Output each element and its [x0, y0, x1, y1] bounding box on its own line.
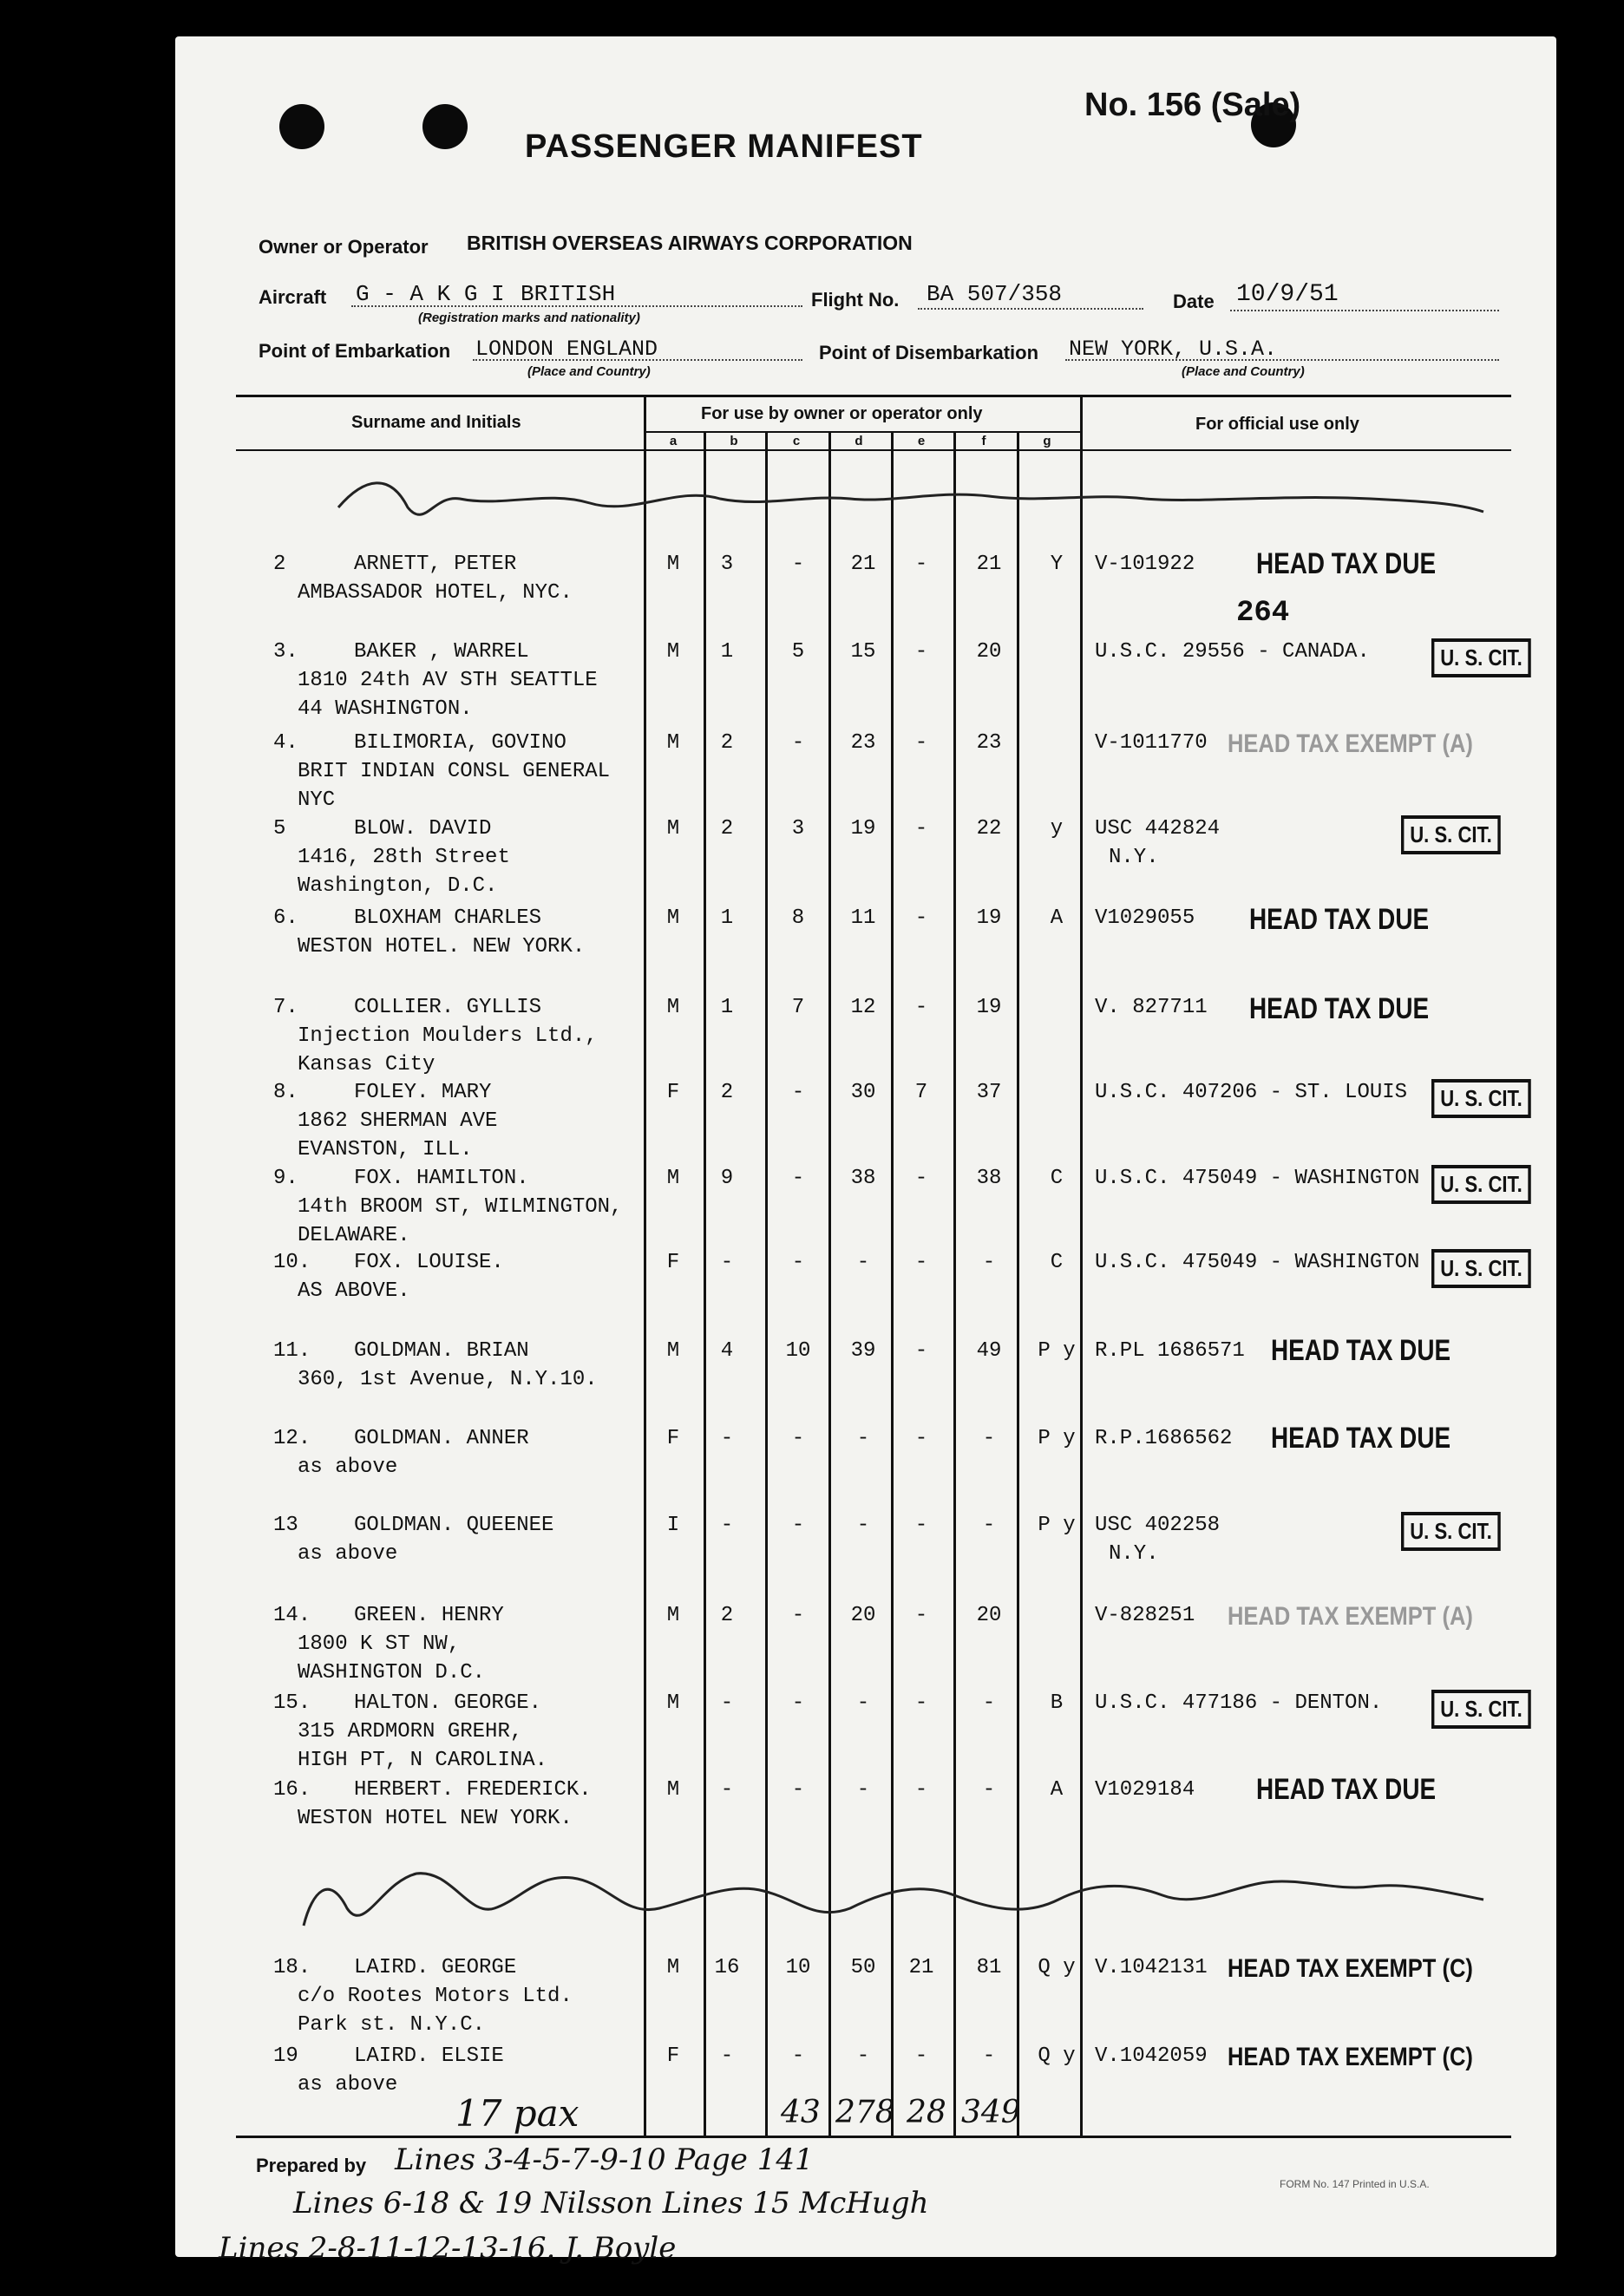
head-tax-exempt-stamp: HEAD TAX EXEMPT (A): [1228, 729, 1473, 758]
row-number: 15.: [273, 1691, 311, 1715]
cell-f: 22: [976, 817, 1002, 841]
cell-d: -: [856, 1778, 870, 1802]
cell-g: B: [1050, 1691, 1064, 1715]
row-number: 4.: [273, 731, 298, 755]
passenger-address: BRIT INDIAN CONSL GENERAL: [298, 760, 611, 783]
form-number: No. 156 (Sale): [1084, 87, 1301, 123]
punch-hole: [422, 104, 468, 149]
total-c: 43: [781, 2095, 821, 2130]
official-reference: U.S.C. 475049 - WASHINGTON: [1095, 1167, 1420, 1190]
official-reference-2: N.Y.: [1109, 1542, 1159, 1566]
us-citizen-stamp: U. S. CIT.: [1431, 1690, 1531, 1729]
row-number: 13: [273, 1514, 298, 1537]
cell-b: 9: [720, 1167, 734, 1190]
cell-c: -: [791, 1778, 805, 1802]
cell-b: 1: [720, 640, 734, 664]
row-number: 11.: [273, 1339, 311, 1363]
cell-f: 81: [976, 1956, 1002, 1979]
cell-f: -: [982, 1691, 996, 1715]
cell-d: 20: [850, 1604, 876, 1627]
cell-d: 15: [850, 640, 876, 664]
cell-e: 7: [914, 1081, 928, 1104]
official-reference: R.PL 1686571: [1095, 1339, 1245, 1363]
official-reference: V1029184: [1095, 1778, 1195, 1802]
passenger-name: ARNETT, PETER: [354, 553, 517, 576]
cell-d: -: [856, 1427, 870, 1450]
passenger-name: BILIMORIA, GOVINO: [354, 731, 566, 755]
cell-a: F: [666, 1251, 680, 1274]
cell-a: M: [666, 906, 680, 930]
cell-f: 37: [976, 1081, 1002, 1104]
col-owner-header: For use by owner or operator only: [701, 404, 983, 423]
embark-value: LONDON ENGLAND: [475, 337, 658, 362]
cell-c: -: [791, 731, 805, 755]
disembark-sub: (Place and Country): [1182, 364, 1305, 379]
passenger-address: 315 ARDMORN GREHR,: [298, 1720, 523, 1743]
official-reference: U.S.C. 29556 - CANADA.: [1095, 640, 1370, 664]
cell-a: M: [666, 553, 680, 576]
cell-a: M: [666, 1604, 680, 1627]
cell-g: y: [1050, 817, 1064, 841]
cell-c: -: [791, 1251, 805, 1274]
official-reference-2: N.Y.: [1109, 846, 1159, 869]
cell-d: -: [856, 1514, 870, 1537]
row-number: 14.: [273, 1604, 311, 1627]
column-letter: d: [855, 434, 863, 448]
cell-g: C: [1050, 1251, 1064, 1274]
head-tax-exempt-stamp: HEAD TAX EXEMPT (C): [1228, 1954, 1473, 1983]
cell-a: M: [666, 1339, 680, 1363]
official-reference: U.S.C. 407206 - ST. LOUIS: [1095, 1081, 1408, 1104]
passenger-address: Injection Moulders Ltd.,: [298, 1024, 598, 1048]
cell-d: 19: [850, 817, 876, 841]
head-tax-due-stamp: HEAD TAX DUE: [1249, 903, 1430, 936]
cell-c: -: [791, 2044, 805, 2068]
cell-a: M: [666, 1167, 680, 1190]
column-letter: a: [669, 434, 678, 448]
row-number: 9.: [273, 1167, 298, 1190]
us-citizen-stamp: U. S. CIT.: [1401, 1512, 1501, 1551]
official-reference: R.P.1686562: [1095, 1427, 1233, 1450]
cell-e: -: [914, 1167, 928, 1190]
passenger-address: 1800 K ST NW,: [298, 1632, 461, 1656]
cell-b: -: [720, 1691, 734, 1715]
cell-f: 20: [976, 1604, 1002, 1627]
cell-c: 10: [785, 1956, 811, 1979]
total-f: 349: [961, 2095, 1021, 2130]
embark-label: Point of Embarkation: [259, 340, 451, 362]
owner-label: Owner or Operator: [259, 236, 429, 258]
disembark-value: NEW YORK, U.S.A.: [1069, 337, 1278, 362]
cell-g: Q y: [1038, 2044, 1076, 2068]
date-label: Date: [1173, 291, 1215, 312]
passenger-address: AMBASSADOR HOTEL, NYC.: [298, 581, 573, 605]
cell-c: 10: [785, 1339, 811, 1363]
passenger-address: HIGH PT, N CAROLINA.: [298, 1749, 548, 1772]
cell-d: 23: [850, 731, 876, 755]
row-number: 2: [273, 553, 286, 576]
passenger-address: as above: [298, 1455, 398, 1479]
cell-g: P y: [1038, 1427, 1076, 1450]
tax-number: 264: [1236, 597, 1290, 630]
cell-g: C: [1050, 1167, 1064, 1190]
cell-f: 38: [976, 1167, 1002, 1190]
passenger-name: LAIRD. GEORGE: [354, 1956, 517, 1979]
passenger-name: HALTON. GEORGE.: [354, 1691, 542, 1715]
cell-b: 4: [720, 1339, 734, 1363]
official-reference: V. 827711: [1095, 996, 1208, 1019]
cell-f: 19: [976, 906, 1002, 930]
official-reference: USC 402258: [1095, 1514, 1221, 1537]
passenger-name: GOLDMAN. BRIAN: [354, 1339, 529, 1363]
cell-g: P y: [1038, 1339, 1076, 1363]
passenger-address: WESTON HOTEL NEW YORK.: [298, 1807, 573, 1830]
cell-c: -: [791, 1167, 805, 1190]
official-reference: V.1042059: [1095, 2044, 1208, 2068]
cell-a: F: [666, 1427, 680, 1450]
row-number: 16.: [273, 1778, 311, 1802]
cell-e: -: [914, 640, 928, 664]
cell-f: 49: [976, 1339, 1002, 1363]
passenger-address: DELAWARE.: [298, 1224, 410, 1247]
passenger-name: FOLEY. MARY: [354, 1081, 492, 1104]
cell-d: 30: [850, 1081, 876, 1104]
prepared-by-label: Prepared by: [256, 2155, 367, 2176]
official-reference: U.S.C. 477186 - DENTON.: [1095, 1691, 1383, 1715]
row-number: 8.: [273, 1081, 298, 1104]
handwritten-note: Lines 2-8-11-12-13-16. J. Boyle: [219, 2231, 677, 2266]
embark-sub: (Place and Country): [527, 364, 651, 379]
column-letter: f: [981, 434, 986, 448]
table-header-rule: [236, 449, 1511, 451]
cell-g: A: [1050, 1778, 1064, 1802]
cell-e: -: [914, 906, 928, 930]
us-citizen-stamp: U. S. CIT.: [1431, 1165, 1531, 1204]
cell-b: -: [720, 1251, 734, 1274]
cell-d: -: [856, 1251, 870, 1274]
cell-f: -: [982, 1514, 996, 1537]
passenger-address: Washington, D.C.: [298, 874, 498, 898]
official-reference: U.S.C. 475049 - WASHINGTON: [1095, 1251, 1420, 1274]
passenger-name: BAKER , WARREL: [354, 640, 529, 664]
head-tax-exempt-stamp: HEAD TAX EXEMPT (A): [1228, 1602, 1473, 1631]
passenger-address: 1862 SHERMAN AVE: [298, 1109, 498, 1133]
row-number: 6.: [273, 906, 298, 930]
head-tax-due-stamp: HEAD TAX DUE: [1271, 1422, 1451, 1455]
head-tax-exempt-stamp: HEAD TAX EXEMPT (C): [1228, 2043, 1473, 2071]
flight-label: Flight No.: [811, 289, 900, 311]
cell-d: 39: [850, 1339, 876, 1363]
cell-e: -: [914, 996, 928, 1019]
cell-e: -: [914, 1691, 928, 1715]
head-tax-due-stamp: HEAD TAX DUE: [1256, 547, 1437, 580]
cell-d: -: [856, 1691, 870, 1715]
owner-value: BRITISH OVERSEAS AIRWAYS CORPORATION: [467, 232, 913, 254]
cell-d: 12: [850, 996, 876, 1019]
cell-d: 50: [850, 1956, 876, 1979]
passenger-name: FOX. HAMILTON.: [354, 1167, 529, 1190]
cell-c: 3: [791, 817, 805, 841]
passenger-address: 1416, 28th Street: [298, 846, 510, 869]
row-number: 5: [273, 817, 286, 841]
cell-c: -: [791, 1081, 805, 1104]
cancel-scribble: [295, 1856, 1492, 1934]
us-citizen-stamp: U. S. CIT.: [1431, 1079, 1531, 1118]
row-number: 3.: [273, 640, 298, 664]
cell-c: 8: [791, 906, 805, 930]
cell-a: I: [666, 1514, 680, 1537]
aircraft-nationality: BRITISH: [521, 281, 616, 307]
cell-a: M: [666, 1956, 680, 1979]
cell-c: 5: [791, 640, 805, 664]
disembark-label: Point of Disembarkation: [819, 342, 1039, 363]
passenger-address: AS ABOVE.: [298, 1279, 410, 1303]
flight-value: BA 507/358: [927, 281, 1063, 307]
handwritten-note: Lines 3-4-5-7-9-10 Page 141: [395, 2142, 814, 2177]
cell-a: M: [666, 1778, 680, 1802]
page-title: PASSENGER MANIFEST: [525, 128, 923, 165]
cell-b: 2: [720, 1081, 734, 1104]
passenger-address: Kansas City: [298, 1053, 435, 1076]
passenger-name: GOLDMAN. ANNER: [354, 1427, 529, 1450]
cell-e: -: [914, 1251, 928, 1274]
passenger-address: WASHINGTON D.C.: [298, 1661, 486, 1684]
cell-b: 1: [720, 906, 734, 930]
cell-c: -: [791, 1514, 805, 1537]
row-number: 10.: [273, 1251, 311, 1274]
column-letter: b: [730, 434, 738, 448]
cell-g: A: [1050, 906, 1064, 930]
official-reference: V-1011770: [1095, 731, 1208, 755]
col-official-header: For official use only: [1195, 415, 1359, 434]
us-citizen-stamp: U. S. CIT.: [1401, 815, 1501, 854]
cell-f: -: [982, 1778, 996, 1802]
cell-e: -: [914, 2044, 928, 2068]
cell-f: -: [982, 1251, 996, 1274]
cell-c: -: [791, 1427, 805, 1450]
handwritten-note: Lines 6-18 & 19 Nilsson Lines 15 McHugh: [293, 2186, 929, 2221]
cell-d: 38: [850, 1167, 876, 1190]
cell-e: -: [914, 1604, 928, 1627]
official-reference: V-101922: [1095, 553, 1195, 576]
us-citizen-stamp: U. S. CIT.: [1431, 1249, 1531, 1288]
aircraft-sub: (Registration marks and nationality): [418, 311, 640, 325]
us-citizen-stamp: U. S. CIT.: [1431, 638, 1531, 677]
cell-f: -: [982, 2044, 996, 2068]
cell-e: -: [914, 553, 928, 576]
passenger-name: LAIRD. ELSIE: [354, 2044, 504, 2068]
cell-b: 16: [714, 1956, 740, 1979]
cell-a: F: [666, 2044, 680, 2068]
row-number: 19: [273, 2044, 298, 2068]
cell-c: -: [791, 1604, 805, 1627]
passenger-address: NYC: [298, 788, 336, 812]
official-reference: V.1042131: [1095, 1956, 1208, 1979]
cell-b: -: [720, 1427, 734, 1450]
col-surname-header: Surname and Initials: [351, 413, 521, 432]
cell-e: -: [914, 1427, 928, 1450]
column-letter: e: [917, 434, 926, 448]
passenger-address: 44 WASHINGTON.: [298, 697, 473, 721]
cell-a: M: [666, 996, 680, 1019]
cell-a: M: [666, 640, 680, 664]
cell-f: 23: [976, 731, 1002, 755]
cell-b: 1: [720, 996, 734, 1019]
table-bottom-rule: [236, 2136, 1511, 2138]
date-value: 10/9/51: [1236, 281, 1339, 308]
passenger-name: GREEN. HENRY: [354, 1604, 504, 1627]
passenger-name: BLOXHAM CHARLES: [354, 906, 542, 930]
column-letter: c: [792, 434, 801, 448]
passenger-address: 1810 24th AV STH SEATTLE: [298, 669, 598, 692]
table-top-rule: [236, 395, 1511, 397]
cell-e: -: [914, 731, 928, 755]
cell-c: -: [791, 1691, 805, 1715]
cell-d: 21: [850, 553, 876, 576]
cell-b: -: [720, 1778, 734, 1802]
totals-pax: 17 pax: [455, 2092, 580, 2135]
cell-e: -: [914, 1339, 928, 1363]
passenger-address: EVANSTON, ILL.: [298, 1138, 473, 1161]
official-reference: V-828251: [1095, 1604, 1195, 1627]
cell-g: Q y: [1038, 1956, 1076, 1979]
passenger-name: FOX. LOUISE.: [354, 1251, 504, 1274]
aircraft-label: Aircraft: [259, 286, 327, 308]
cell-b: 2: [720, 1604, 734, 1627]
cell-e: 21: [908, 1956, 934, 1979]
passenger-address: as above: [298, 1542, 398, 1566]
cell-f: -: [982, 1427, 996, 1450]
passenger-name: BLOW. DAVID: [354, 817, 492, 841]
cell-g: P y: [1038, 1514, 1076, 1537]
cell-b: 2: [720, 817, 734, 841]
cell-e: -: [914, 817, 928, 841]
cell-d: 11: [850, 906, 876, 930]
head-tax-due-stamp: HEAD TAX DUE: [1271, 1334, 1451, 1367]
passenger-name: GOLDMAN. QUEENEE: [354, 1514, 554, 1537]
passenger-address: 14th BROOM ST, WILMINGTON,: [298, 1195, 623, 1219]
head-tax-due-stamp: HEAD TAX DUE: [1249, 992, 1430, 1025]
passenger-name: COLLIER. GYLLIS: [354, 996, 542, 1019]
passenger-name: HERBERT. FREDERICK.: [354, 1778, 592, 1802]
cell-f: 20: [976, 640, 1002, 664]
head-tax-due-stamp: HEAD TAX DUE: [1256, 1773, 1437, 1806]
aircraft-reg: G - A K G I: [356, 281, 505, 307]
cell-f: 19: [976, 996, 1002, 1019]
cell-b: 2: [720, 731, 734, 755]
cell-c: 7: [791, 996, 805, 1019]
cell-b: -: [720, 2044, 734, 2068]
cancel-scribble: [330, 460, 1501, 529]
cell-b: 3: [720, 553, 734, 576]
column-letter: g: [1043, 434, 1051, 448]
cell-c: -: [791, 553, 805, 576]
official-reference: USC 442824: [1095, 817, 1221, 841]
cell-g: Y: [1050, 553, 1064, 576]
cell-e: -: [914, 1778, 928, 1802]
cell-d: -: [856, 2044, 870, 2068]
punch-hole: [279, 104, 324, 149]
form-code: FORM No. 147 Printed in U.S.A.: [1280, 2178, 1430, 2190]
row-number: 7.: [273, 996, 298, 1019]
passenger-address: Park st. N.Y.C.: [298, 2013, 486, 2037]
total-d: 278: [835, 2095, 895, 2130]
official-reference: V1029055: [1095, 906, 1195, 930]
cell-f: 21: [976, 553, 1002, 576]
passenger-address: WESTON HOTEL. NEW YORK.: [298, 935, 586, 958]
row-number: 12.: [273, 1427, 311, 1450]
total-e: 28: [907, 2095, 946, 2130]
cell-e: -: [914, 1514, 928, 1537]
passenger-address: as above: [298, 2073, 398, 2096]
passenger-address: c/o Rootes Motors Ltd.: [298, 1985, 573, 2008]
cell-a: F: [666, 1081, 680, 1104]
cell-a: M: [666, 817, 680, 841]
cell-a: M: [666, 1691, 680, 1715]
cell-b: -: [720, 1514, 734, 1537]
cell-a: M: [666, 731, 680, 755]
row-number: 18.: [273, 1956, 311, 1979]
passenger-address: 360, 1st Avenue, N.Y.10.: [298, 1368, 598, 1391]
